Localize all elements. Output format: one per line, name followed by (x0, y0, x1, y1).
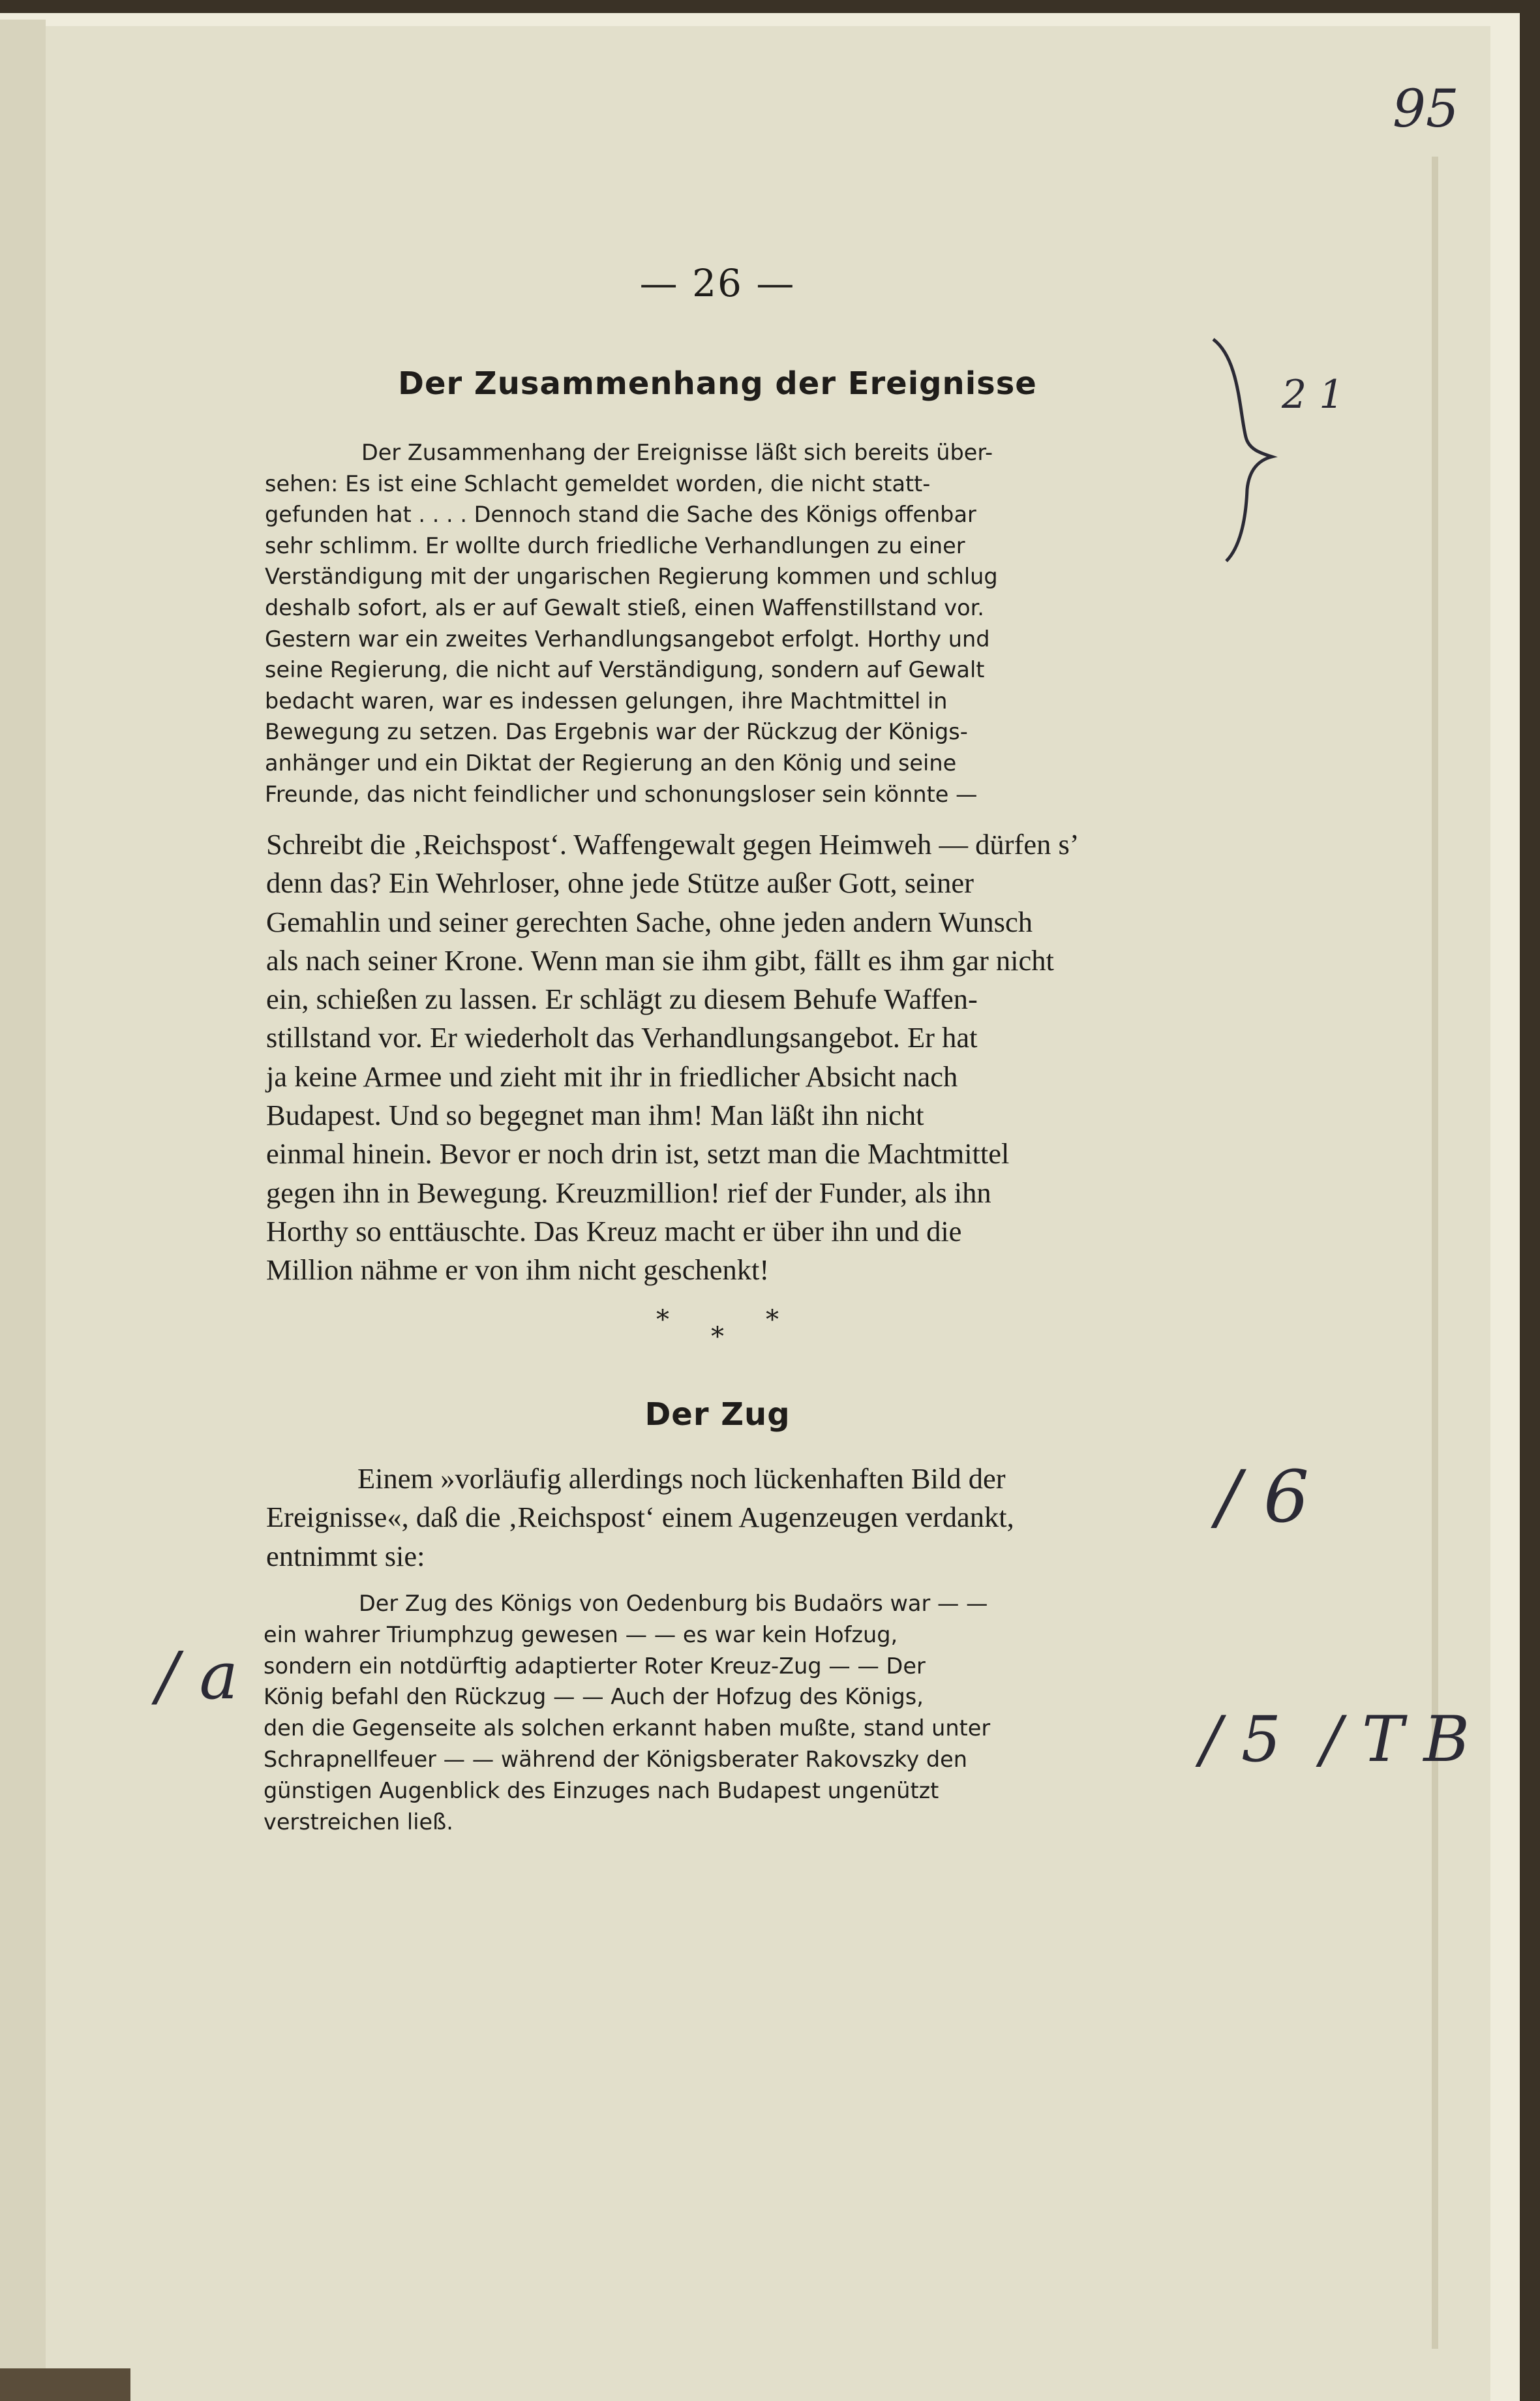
quote-line: gefunden hat . . . . Dennoch stand die Sache des Königs offenbar (265, 502, 976, 528)
eyewitness-line: günstigen Augenblick des Einzuges nach Budapest ungenützt (264, 1777, 939, 1803)
quote-line: Bewegung zu setzen. Das Ergebnis war der Rückzug der Königs- (265, 719, 968, 745)
margin-note-bottom: / 5 / T B (1200, 1703, 1470, 1776)
commentary-line: Gemahlin und seiner gerechten Sache, ohne jeden andern Wunsch (266, 905, 1033, 938)
intro-paragraph (266, 1460, 1170, 1576)
eyewitness-line: ein wahrer Triumphzug gewesen — — es war kein Hofzug, (264, 1621, 898, 1647)
asterism-separator (646, 1305, 802, 1357)
quote-line: Verständigung mit der ungarischen Regierung kommen und schlug (265, 564, 998, 590)
page-number: — 26 — (639, 261, 796, 305)
archive-number: 95 (1393, 78, 1459, 139)
section-heading-zug: Der Zug (644, 1396, 791, 1433)
section-heading: Der Zusammenhang der Ereignisse (398, 365, 1037, 402)
commentary-paragraph (266, 825, 1170, 1290)
eyewitness-line: Schrapnellfeuer — — während der Königsberater Rakovszky den (264, 1746, 967, 1772)
quote-line: Freunde, das nicht feindlicher und schonungsloser sein könnte — (265, 781, 978, 807)
quote-line: seine Regierung, die nicht auf Verständigung, sondern auf Gewalt (265, 657, 985, 683)
quote-line: Der Zusammenhang der Ereignisse läßt sich bereits über- (361, 440, 993, 465)
asterism-star-center: * (711, 1322, 724, 1352)
commentary-line: Horthy so enttäuschte. Das Kreuz macht er über ihn und die (266, 1214, 962, 1247)
commentary-line: gegen ihn in Bewegung. Kreuzmillion! rief der Funder, als ihn (266, 1176, 991, 1209)
quote-line: deshalb sofort, als er auf Gewalt stieß, einen Waffenstillstand vor. (265, 594, 984, 620)
quote-line: Gestern war ein zweites Verhandlungsangebot erfolgt. Horthy und (265, 626, 990, 652)
eyewitness-line: den die Gegenseite als solchen erkannt haben mußte, stand unter (264, 1715, 991, 1741)
commentary-line: ein, schießen zu lassen. Er schlägt zu diesem Behufe Waffen- (266, 983, 978, 1016)
intro-line: Ereignisse«, daß die ‚Reichspost‘ einem Augenzeugen verdankt, (266, 1501, 1014, 1534)
eyewitness-line: sondern ein notdürftig adaptierter Roter Kreuz-Zug — — Der (264, 1653, 926, 1679)
quote-line: sehr schlimm. Er wollte durch friedliche Verhandlungen zu einer (265, 532, 965, 558)
asterism-star-right: * (766, 1305, 779, 1335)
commentary-line: stillstand vor. Er wiederholt das Verhandlungsangebot. Er hat (266, 1021, 978, 1054)
quote-block (265, 437, 1170, 810)
commentary-line: Schreibt die ‚Reichspost‘. Waffengewalt gegen Heimweh — dürfen s’ (266, 828, 1080, 861)
quote-line: bedacht waren, war es indessen gelungen, ihre Machtmittel in (265, 688, 948, 714)
asterism-star-left: * (656, 1305, 669, 1335)
pencil-bracket-mark (1200, 333, 1291, 568)
commentary-line: Million nähme er von ihm nicht geschenkt! (266, 1253, 770, 1287)
commentary-line: einmal hinein. Bevor er noch drin ist, setzt man die Machtmittel (266, 1137, 1010, 1170)
commentary-line: ja keine Armee und zieht mit ihr in friedlicher Absicht nach (266, 1060, 958, 1093)
eyewitness-line: verstreichen ließ. (264, 1809, 453, 1835)
margin-note-left: / a (157, 1638, 239, 1714)
margin-note-top: 2 1 (1282, 372, 1344, 418)
quote-line: sehen: Es ist eine Schlacht gemeldet worden, die nicht statt- (265, 470, 931, 497)
commentary-line: denn das? Ein Wehrloser, ohne jede Stütze außer Gott, seiner (266, 866, 974, 900)
eyewitness-line: König befahl den Rückzug — — Auch der Hofzug des Königs, (264, 1684, 924, 1710)
eyewitness-quote (264, 1588, 1170, 1837)
intro-line: Einem »vorläufig allerdings noch lückenhaften Bild der (357, 1462, 1006, 1495)
margin-note-middle: / 6 (1216, 1455, 1310, 1538)
commentary-line: als nach seiner Krone. Wenn man sie ihm gibt, fällt es ihm gar nicht (266, 943, 1054, 977)
eyewitness-line: Der Zug des Königs von Oedenburg bis Budaörs war — — (359, 1591, 988, 1616)
intro-line: entnimmt sie: (266, 1539, 425, 1572)
commentary-line: Budapest. Und so begegnet man ihm! Man läßt ihn nicht (266, 1099, 924, 1132)
quote-line: anhänger und ein Diktat der Regierung an den König und seine (265, 750, 957, 776)
